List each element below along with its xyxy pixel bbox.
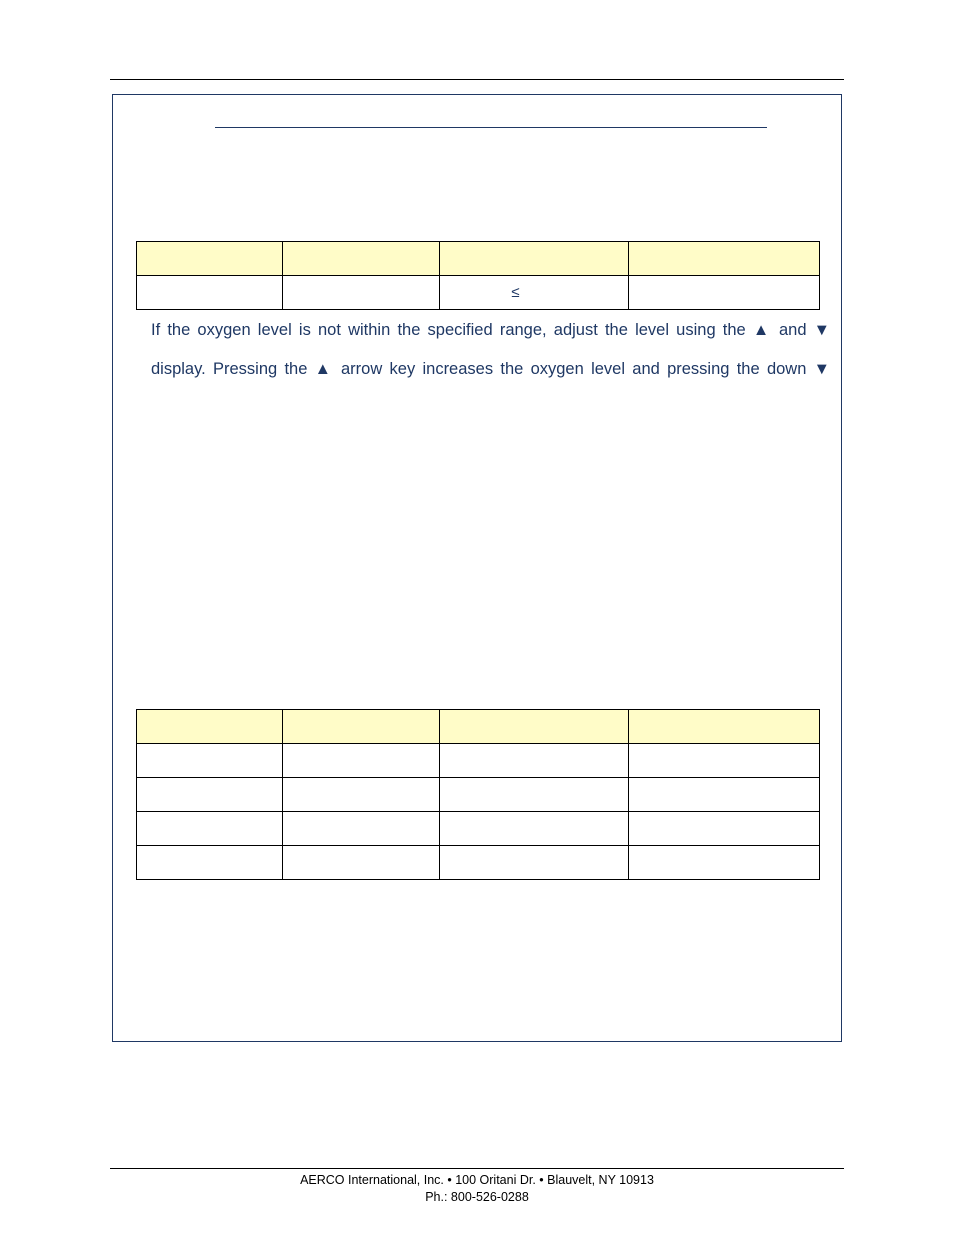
- table-cell: [440, 744, 629, 778]
- table-row: [137, 778, 820, 812]
- table-cell: [629, 276, 820, 310]
- table-cell: [137, 744, 283, 778]
- table-cell: [629, 778, 820, 812]
- table-cell: [440, 778, 629, 812]
- table-cell: ≤: [440, 276, 629, 310]
- instruction-text-line: If the oxygen level is not within the specified range, adjust the level using the ▲ and ▼: [151, 321, 830, 339]
- footer-address: AERCO International, Inc. • 100 Oritani Dr. • Blauvelt, NY 10913: [300, 1173, 654, 1187]
- table-cell: [629, 744, 820, 778]
- content-frame: [112, 94, 842, 1042]
- footer-rule: [110, 1168, 844, 1169]
- section-title-underline: [215, 127, 767, 128]
- table-cell: [137, 778, 283, 812]
- table-header-cell: [629, 710, 820, 744]
- table-cell: [629, 846, 820, 880]
- settings-table: [136, 709, 820, 880]
- table-row: [137, 276, 820, 310]
- table-cell: [137, 812, 283, 846]
- table-cell: [137, 276, 283, 310]
- table-cell: [137, 846, 283, 880]
- table-row: [137, 846, 820, 880]
- table-header-cell: [440, 710, 629, 744]
- table-cell: [283, 744, 440, 778]
- table-header-cell: [283, 242, 440, 276]
- table-cell: [283, 276, 440, 310]
- header-rule: [110, 79, 844, 80]
- table-cell: [629, 812, 820, 846]
- table-header-cell: [629, 242, 820, 276]
- table-row: [137, 812, 820, 846]
- table-cell: [440, 846, 629, 880]
- table-cell: [283, 812, 440, 846]
- oxygen-range-table: [136, 241, 820, 310]
- table-header-row: [137, 242, 820, 276]
- table-header-row: [137, 710, 820, 744]
- table-row: [137, 744, 820, 778]
- table-cell: [283, 846, 440, 880]
- footer-phone: Ph.: 800-526-0288: [425, 1190, 529, 1204]
- table-header-cell: [137, 710, 283, 744]
- table-header-cell: [137, 242, 283, 276]
- table-cell: [440, 812, 629, 846]
- table-header-cell: [440, 242, 629, 276]
- table-header-cell: [283, 710, 440, 744]
- instruction-text-line: display. Pressing the ▲ arrow key increases the oxygen level and pressing the down ▼: [151, 360, 830, 378]
- table-cell: [283, 778, 440, 812]
